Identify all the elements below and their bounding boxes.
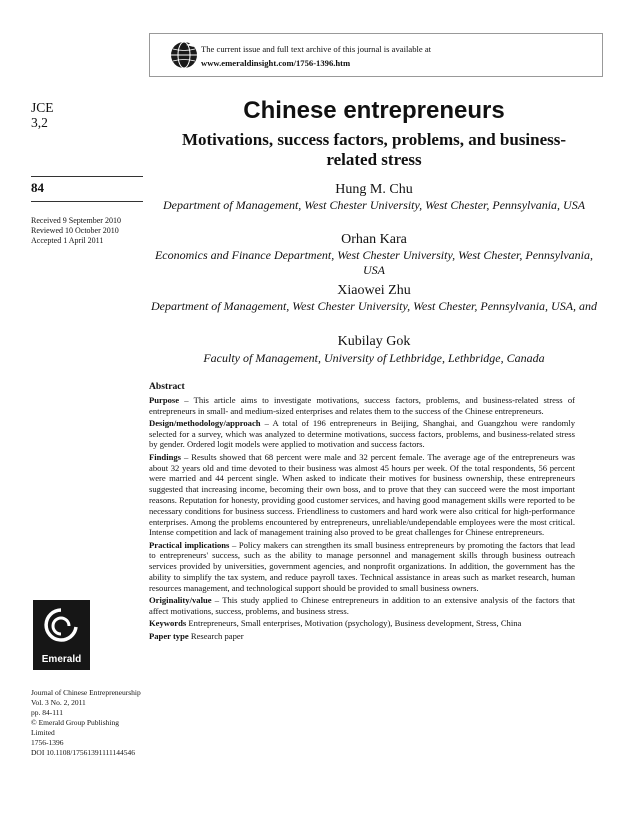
- volume: Vol. 3 No. 2, 2011: [31, 698, 86, 707]
- keywords: Keywords Entrepreneurs, Small enterprises, Motivation (psychology), Business development, Stress, China: [149, 618, 522, 629]
- paper-type: Paper type Research paper: [149, 630, 244, 641]
- abstract-heading: Abstract: [149, 381, 185, 392]
- journal-name: Journal of Chinese Entrepreneurship: [31, 688, 141, 697]
- author-affiliation: Department of Management, West Chester University, West Chester, Pennsylvania, USA, and: [150, 299, 598, 313]
- author-name: Orhan Kara: [341, 232, 407, 247]
- emerald-logo: [33, 600, 90, 670]
- journal-url-link[interactable]: www.emeraldinsight.com/1756-1396.htm: [201, 58, 351, 68]
- article-subtitle: Motivations, success factors, problems, and business-related stress: [181, 130, 567, 169]
- divider: [31, 201, 143, 202]
- author-name: Kubilay Gok: [337, 334, 411, 349]
- abstract-originality: Originality/value – This study applied to Chinese entrepreneurs in addition to an extensive analysis of the factors that affect motivations, success, problems, and business stress.: [149, 595, 575, 616]
- doi: DOI 10.1108/17561391111144546: [31, 748, 136, 757]
- journal-archive-banner: [149, 33, 603, 77]
- abstract-practical: Practical implications – Policy makers can strengthen its small business entrepreneurs by promoting the factors that lead to entrepreneurs' success, such as the ability to manage personnel and management skills through business outreach services provided by universities, government agencies, and nonprofit organizations. In addition, the government has the ability to simplify the tax system, and reduce payroll taxes. Technical assistance in areas such as market research, human resources management, and technological support should be provided to small business owners.: [149, 539, 575, 593]
- abstract-design: Design/methodology/approach – A total of 196 entrepreneurs in Beijing, Shanghai, and Guangzhou were randomly selected for a survey, which was analyzed to determine motivations, success factors, problems, and business-related stress by gender. Ordered logit models were applied to motivation and success factors.: [149, 417, 575, 450]
- received-date: Received 9 September 2010: [31, 216, 121, 225]
- article-history: [31, 216, 143, 246]
- pages: pp. 84-111: [31, 708, 63, 717]
- globe-icon: [170, 41, 198, 69]
- page-number: 84: [31, 180, 44, 195]
- author-name: Hung M. Chu: [335, 182, 413, 197]
- reviewed-date: Reviewed 10 October 2010: [31, 226, 119, 235]
- author-affiliation: Economics and Finance Department, West Chester University, West Chester, Pennsylvania, USA: [154, 248, 594, 277]
- divider: [31, 176, 143, 177]
- issn: 1756-1396: [31, 738, 64, 747]
- accepted-date: Accepted 1 April 2011: [31, 236, 104, 245]
- author-affiliation: Faculty of Management, University of Lethbridge, Lethbridge, Canada: [203, 351, 545, 365]
- copyright: © Emerald Group Publishing Limited: [31, 718, 119, 737]
- abstract-purpose: Purpose – This article aims to investigate motivations, success factors, problems, and business-related stress of entrepreneurs in small- and medium-sized enterprises and relates them to the success of the Chinese entrepreneurs.: [149, 394, 575, 416]
- author-affiliation: Department of Management, West Chester University, West Chester, Pennsylvania, USA: [162, 198, 586, 212]
- volume-issue: 3,2: [31, 115, 48, 130]
- journal-abbreviation: JCE 3,2: [31, 100, 54, 130]
- logo-text: Emerald: [41, 654, 82, 665]
- article-title: Chinese entrepreneurs: [243, 97, 505, 124]
- author-name: Xiaowei Zhu: [337, 283, 411, 298]
- banner-line: The current issue and full text archive of this journal is available at: [201, 44, 432, 54]
- abstract: [149, 382, 575, 643]
- journal-info: [31, 688, 143, 758]
- abstract-findings: Findings – Results showed that 68 percent were male and 32 percent female. The average age of the entrepreneurs was about 32 years old and time devoted to their business was almost 45 hours per week. Of the total respondents, 56 percent were married and 44 percent single. When asked to indicate their motives for business ownership, these entrepreneurs suggested that increasing income, becoming their own boss, and to prove that they can succeed were the most important reasons. Reputation for honesty, providing good customer services, and having good management skills were reported to be necessary conditions for business success. Friendliness to customers and hard work were also critical for high-performance enterprises. Among the problems encountered by entrepreneurs, unreliable/undependable employees were the most critical. Intense competition and lack of management training also proved to be great challenges for Chinese entrepreneurs.: [149, 451, 575, 538]
